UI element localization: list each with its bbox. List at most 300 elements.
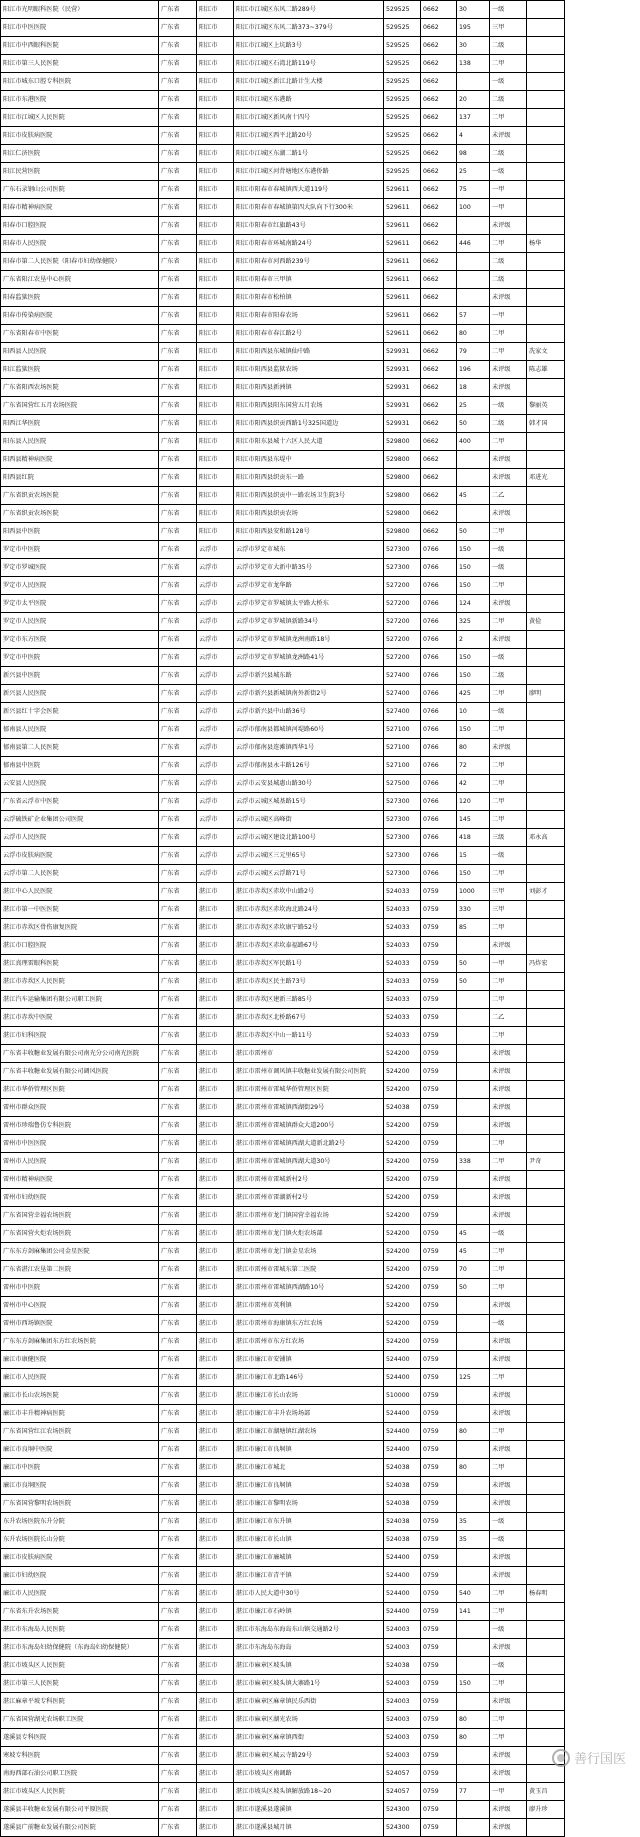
- city-cell: 阳江市: [197, 487, 234, 505]
- address-cell: 阳江市江城区东湖二路1号: [234, 145, 384, 163]
- table-row: [1, 1009, 565, 1027]
- area-code-cell: 0766: [421, 775, 457, 793]
- province-cell: 广东省: [159, 181, 197, 199]
- hospital-name-cell: 东升农场医院东升分院: [1, 1513, 159, 1531]
- address-cell: 湛江市廉江市廉城镇: [234, 1549, 384, 1567]
- province-cell: 广东省: [159, 217, 197, 235]
- beds-cell: 50: [457, 973, 490, 991]
- area-code-cell: 0662: [421, 109, 457, 127]
- beds-cell: 70: [457, 1261, 490, 1279]
- beds-cell: 540: [457, 1585, 490, 1603]
- grade-cell: 二级: [490, 253, 527, 271]
- grade-cell: 二甲: [490, 325, 527, 343]
- beds-cell: 80: [457, 739, 490, 757]
- table-row: [1, 505, 565, 523]
- grade-cell: 三级: [490, 829, 527, 847]
- table-row: [1, 1117, 565, 1135]
- address-cell: 湛江市廉江市黎明农场: [234, 1495, 384, 1513]
- grade-cell: 未评级: [490, 595, 527, 613]
- city-cell: 湛江市: [197, 1657, 234, 1675]
- beds-cell: [457, 1351, 490, 1369]
- hospital-name-cell: 廉江市中医院: [1, 1459, 159, 1477]
- beds-cell: 150: [457, 649, 490, 667]
- table-row: [1, 235, 565, 253]
- hospital-name-cell: 遂溪县广前糖业发展有限公司医院: [1, 1819, 159, 1837]
- area-code-cell: 0766: [421, 595, 457, 613]
- hospital-name-cell: 湛江市妇科医院: [1, 1027, 159, 1045]
- area-code-cell: 0759: [421, 1603, 457, 1621]
- address-cell: 阳江市阳西县安和路128号: [234, 523, 384, 541]
- beds-cell: [457, 1063, 490, 1081]
- area-code-cell: 0662: [421, 1, 457, 19]
- contact-cell: 杨春明: [527, 1585, 565, 1603]
- city-cell: 湛江市: [197, 1351, 234, 1369]
- contact-cell: 黄俭: [527, 613, 565, 631]
- beds-cell: [457, 451, 490, 469]
- hospital-name-cell: 广东省湛江农垦第二医院: [1, 1261, 159, 1279]
- contact-cell: [527, 217, 565, 235]
- table-row: [1, 1333, 565, 1351]
- city-cell: 阳江市: [197, 343, 234, 361]
- postcode-cell: 524033: [384, 919, 421, 937]
- contact-cell: [527, 1711, 565, 1729]
- province-cell: 广东省: [159, 1459, 197, 1477]
- hospital-name-cell: 雷州市精神病医院: [1, 1171, 159, 1189]
- address-cell: 湛江市赤坎区中山一路11号: [234, 1027, 384, 1045]
- area-code-cell: 0766: [421, 721, 457, 739]
- grade-cell: 二甲: [490, 1603, 527, 1621]
- grade-cell: 一级: [490, 73, 527, 91]
- contact-cell: [527, 811, 565, 829]
- province-cell: 广东省: [159, 1819, 197, 1837]
- city-cell: 湛江市: [197, 919, 234, 937]
- contact-cell: [527, 1621, 565, 1639]
- beds-cell: 196: [457, 361, 490, 379]
- contact-cell: [527, 1045, 565, 1063]
- address-cell: 阳江市阳西县阳东国营五月农场: [234, 397, 384, 415]
- postcode-cell: 524200: [384, 1243, 421, 1261]
- area-code-cell: 0662: [421, 73, 457, 91]
- grade-cell: 未评级: [490, 1441, 527, 1459]
- postcode-cell: 529611: [384, 217, 421, 235]
- table-row: [1, 397, 565, 415]
- hospital-name-cell: 罗定市人民医院: [1, 613, 159, 631]
- province-cell: 广东省: [159, 1081, 197, 1099]
- hospital-name-cell: 广东省云浮市中医院: [1, 793, 159, 811]
- table-row: [1, 649, 565, 667]
- city-cell: 湛江市: [197, 1765, 234, 1783]
- beds-cell: 50: [457, 415, 490, 433]
- address-cell: 阳江市阳春市环城南路24号: [234, 235, 384, 253]
- hospital-name-cell: 阳江市东港医院: [1, 91, 159, 109]
- contact-cell: [527, 1405, 565, 1423]
- beds-cell: 150: [457, 667, 490, 685]
- table-row: [1, 1423, 565, 1441]
- contact-cell: [527, 1243, 565, 1261]
- hospital-name-cell: 遂溪县丰收糖业发展有限公司平原医院: [1, 1801, 159, 1819]
- contact-cell: [527, 1297, 565, 1315]
- beds-cell: [457, 991, 490, 1009]
- beds-cell: 18: [457, 379, 490, 397]
- area-code-cell: 0766: [421, 577, 457, 595]
- hospital-name-cell: 云安县人民医院: [1, 775, 159, 793]
- table-row: [1, 199, 565, 217]
- postcode-cell: 529931: [384, 361, 421, 379]
- postcode-cell: 524003: [384, 1621, 421, 1639]
- hospital-name-cell: 新兴县红十字会医院: [1, 703, 159, 721]
- address-cell: 阳江市阳春市松柏镇: [234, 289, 384, 307]
- grade-cell: 一级: [490, 703, 527, 721]
- table-row: [1, 1513, 565, 1531]
- province-cell: 广东省: [159, 199, 197, 217]
- city-cell: 湛江市: [197, 1225, 234, 1243]
- contact-cell: [527, 1081, 565, 1099]
- hospital-name-cell: 南海西部石油公司职工医院: [1, 1765, 159, 1783]
- beds-cell: [457, 1567, 490, 1585]
- area-code-cell: 0759: [421, 1135, 457, 1153]
- postcode-cell: 529611: [384, 199, 421, 217]
- beds-cell: 330: [457, 901, 490, 919]
- area-code-cell: 0662: [421, 433, 457, 451]
- address-cell: 湛江市雷州市雷城华侨管理区医院: [234, 1081, 384, 1099]
- table-row: [1, 1549, 565, 1567]
- hospital-name-cell: 罗定市中医院: [1, 649, 159, 667]
- postcode-cell: 527200: [384, 577, 421, 595]
- grade-cell: 一级: [490, 847, 527, 865]
- province-cell: 广东省: [159, 1099, 197, 1117]
- address-cell: 湛江市麻章区城云寺路29号: [234, 1747, 384, 1765]
- contact-cell: [527, 1027, 565, 1045]
- hospital-name-cell: 云浮市皮肤病医院: [1, 847, 159, 865]
- hospital-name-cell: 雷州市珍瑞鲁仿专科医院: [1, 1117, 159, 1135]
- area-code-cell: 0759: [421, 1333, 457, 1351]
- contact-cell: [527, 757, 565, 775]
- city-cell: 阳江市: [197, 523, 234, 541]
- area-code-cell: 0759: [421, 1171, 457, 1189]
- beds-cell: [457, 1171, 490, 1189]
- address-cell: 阳江市江城区西平北路20号: [234, 127, 384, 145]
- area-code-cell: 0759: [421, 1261, 457, 1279]
- postcode-cell: 524038: [384, 1099, 421, 1117]
- address-cell: 湛江市廉江市青平镇: [234, 1567, 384, 1585]
- beds-cell: 85: [457, 919, 490, 937]
- province-cell: 广东省: [159, 1441, 197, 1459]
- province-cell: 广东省: [159, 721, 197, 739]
- grade-cell: 一级: [490, 397, 527, 415]
- province-cell: 广东省: [159, 1045, 197, 1063]
- province-cell: 广东省: [159, 919, 197, 937]
- province-cell: 广东省: [159, 1009, 197, 1027]
- area-code-cell: 0766: [421, 793, 457, 811]
- postcode-cell: 527200: [384, 613, 421, 631]
- city-cell: 阳江市: [197, 19, 234, 37]
- province-cell: 广东省: [159, 1243, 197, 1261]
- beds-cell: 338: [457, 1153, 490, 1171]
- province-cell: 广东省: [159, 901, 197, 919]
- table-row: [1, 1243, 565, 1261]
- area-code-cell: 0662: [421, 199, 457, 217]
- hospital-name-cell: 新兴县人民医院: [1, 685, 159, 703]
- contact-cell: [527, 739, 565, 757]
- area-code-cell: 0759: [421, 1693, 457, 1711]
- province-cell: 广东省: [159, 793, 197, 811]
- contact-cell: [527, 793, 565, 811]
- contact-cell: [527, 667, 565, 685]
- postcode-cell: 524400: [384, 1351, 421, 1369]
- hospital-name-cell: 阳江市中医医院: [1, 19, 159, 37]
- beds-cell: 10: [457, 703, 490, 721]
- contact-cell: [527, 1207, 565, 1225]
- postcode-cell: 524038: [384, 1657, 421, 1675]
- address-cell: 云浮市罗定市城东: [234, 541, 384, 559]
- table-row: [1, 1693, 565, 1711]
- table-row: [1, 343, 565, 361]
- city-cell: 湛江市: [197, 1063, 234, 1081]
- hospital-name-cell: 湛江市华侨管理区医院: [1, 1081, 159, 1099]
- area-code-cell: 0662: [421, 307, 457, 325]
- grade-cell: 未评级: [490, 1117, 527, 1135]
- hospital-name-cell: 阳西县精神病医院: [1, 451, 159, 469]
- contact-cell: [527, 1603, 565, 1621]
- contact-cell: [527, 865, 565, 883]
- postcode-cell: 524200: [384, 1261, 421, 1279]
- province-cell: 广东省: [159, 1027, 197, 1045]
- contact-cell: [527, 271, 565, 289]
- grade-cell: 未评级: [490, 1801, 527, 1819]
- area-code-cell: 0759: [421, 1027, 457, 1045]
- city-cell: 湛江市: [197, 883, 234, 901]
- beds-cell: [457, 1135, 490, 1153]
- province-cell: 广东省: [159, 1621, 197, 1639]
- beds-cell: 141: [457, 1603, 490, 1621]
- area-code-cell: 0759: [421, 1099, 457, 1117]
- table-row: [1, 127, 565, 145]
- beds-cell: 145: [457, 811, 490, 829]
- province-cell: 广东省: [159, 325, 197, 343]
- table-row: [1, 1765, 565, 1783]
- address-cell: 湛江市雷州市: [234, 1045, 384, 1063]
- contact-cell: [527, 1171, 565, 1189]
- province-cell: 广东省: [159, 829, 197, 847]
- area-code-cell: 0759: [421, 973, 457, 991]
- area-code-cell: 0662: [421, 505, 457, 523]
- address-cell: 湛江市坡头区坡头镇解放路18~20: [234, 1783, 384, 1801]
- postcode-cell: 527100: [384, 721, 421, 739]
- grade-cell: 未评级: [490, 469, 527, 487]
- city-cell: 湛江市: [197, 1153, 234, 1171]
- table-row: [1, 523, 565, 541]
- contact-cell: [527, 1513, 565, 1531]
- hospital-name-cell: 广东省织贡农场医院: [1, 487, 159, 505]
- hospital-name-cell: 阳江仁济医院: [1, 145, 159, 163]
- hospital-name-cell: 湛江市第三人民医院: [1, 1675, 159, 1693]
- postcode-cell: 524400: [384, 1585, 421, 1603]
- grade-cell: 一甲: [490, 199, 527, 217]
- hospital-name-cell: 云浮硫铁矿企业集团公司医院: [1, 811, 159, 829]
- city-cell: 阳江市: [197, 505, 234, 523]
- grade-cell: 未评级: [490, 1333, 527, 1351]
- area-code-cell: 0759: [421, 1405, 457, 1423]
- contact-cell: [527, 631, 565, 649]
- postcode-cell: 529525: [384, 73, 421, 91]
- area-code-cell: 0759: [421, 1747, 457, 1765]
- grade-cell: 未评级: [490, 631, 527, 649]
- postcode-cell: 524300: [384, 1801, 421, 1819]
- hospital-name-cell: 湛江汽车运输集团有限公司职工医院: [1, 991, 159, 1009]
- beds-cell: 79: [457, 343, 490, 361]
- beds-cell: 150: [457, 559, 490, 577]
- grade-cell: 二乙: [490, 1009, 527, 1027]
- province-cell: 广东省: [159, 1747, 197, 1765]
- table-row: [1, 721, 565, 739]
- table-row: [1, 361, 565, 379]
- grade-cell: 未评级: [490, 1495, 527, 1513]
- beds-cell: 45: [457, 487, 490, 505]
- grade-cell: 二甲: [490, 235, 527, 253]
- address-cell: 湛江市雷州市调风镇丰收糖业发展有限公司医院: [234, 1063, 384, 1081]
- province-cell: 广东省: [159, 973, 197, 991]
- address-cell: 湛江市廉江市良垌镇: [234, 1441, 384, 1459]
- beds-cell: 25: [457, 163, 490, 181]
- province-cell: 广东省: [159, 127, 197, 145]
- table-row: [1, 271, 565, 289]
- hospital-name-cell: 广东省丰收糖业发展有限公司南光分公司南光医院: [1, 1045, 159, 1063]
- province-cell: 广东省: [159, 487, 197, 505]
- grade-cell: 一级: [490, 559, 527, 577]
- table-row: [1, 1279, 565, 1297]
- beds-cell: 42: [457, 775, 490, 793]
- city-cell: 云浮市: [197, 685, 234, 703]
- hospital-name-cell: 广东省国营幸福农场医院: [1, 1207, 159, 1225]
- city-cell: 阳江市: [197, 289, 234, 307]
- postcode-cell: 524033: [384, 901, 421, 919]
- beds-cell: [457, 289, 490, 307]
- postcode-cell: 527200: [384, 631, 421, 649]
- city-cell: 云浮市: [197, 703, 234, 721]
- address-cell: 云浮市云城区建设北路100号: [234, 829, 384, 847]
- grade-cell: 一甲: [490, 181, 527, 199]
- area-code-cell: 0759: [421, 1351, 457, 1369]
- area-code-cell: 0759: [421, 1117, 457, 1135]
- address-cell: 湛江市雷州市东方红农场: [234, 1333, 384, 1351]
- contact-cell: [527, 1063, 565, 1081]
- province-cell: 广东省: [159, 955, 197, 973]
- table-row: [1, 667, 565, 685]
- hospital-name-cell: 阳春市人民医院: [1, 235, 159, 253]
- contact-cell: [527, 109, 565, 127]
- hospital-name-cell: 广东省阳春市中医院: [1, 325, 159, 343]
- address-cell: 湛江市廉江市石岭镇: [234, 1603, 384, 1621]
- table-row: [1, 1351, 565, 1369]
- beds-cell: 125: [457, 1369, 490, 1387]
- grade-cell: 未评级: [490, 1045, 527, 1063]
- contact-cell: [527, 19, 565, 37]
- hospital-name-cell: 郁南县中医院: [1, 757, 159, 775]
- area-code-cell: 0759: [421, 1189, 457, 1207]
- beds-cell: [457, 937, 490, 955]
- area-code-cell: 0759: [421, 1621, 457, 1639]
- address-cell: 阳江市江城区新风南十四号: [234, 109, 384, 127]
- grade-cell: 二甲: [490, 811, 527, 829]
- city-cell: 湛江市: [197, 1495, 234, 1513]
- area-code-cell: 0662: [421, 523, 457, 541]
- postcode-cell: 524033: [384, 973, 421, 991]
- hospital-name-cell: 湛江市赤坎中医院: [1, 1009, 159, 1027]
- address-cell: 湛江市廉江市城北: [234, 1459, 384, 1477]
- grade-cell: 一级: [490, 1657, 527, 1675]
- grade-cell: 二甲: [490, 685, 527, 703]
- city-cell: 湛江市: [197, 1279, 234, 1297]
- grade-cell: 一级: [490, 1315, 527, 1333]
- grade-cell: 一级: [490, 1, 527, 19]
- postcode-cell: 529931: [384, 343, 421, 361]
- table-row: [1, 1045, 565, 1063]
- contact-cell: [527, 91, 565, 109]
- address-cell: 湛江市麻章区坡头镇: [234, 1657, 384, 1675]
- contact-cell: [527, 127, 565, 145]
- hospital-name-cell: 廉江市妇幼医院: [1, 1567, 159, 1585]
- beds-cell: [457, 1819, 490, 1837]
- grade-cell: 一级: [490, 163, 527, 181]
- contact-cell: [527, 1729, 565, 1747]
- area-code-cell: 0662: [421, 37, 457, 55]
- address-cell: 阳江市阳西县织贡西路1号325国道边: [234, 415, 384, 433]
- postcode-cell: 524400: [384, 1423, 421, 1441]
- beds-cell: 25: [457, 397, 490, 415]
- grade-cell: 二级: [490, 271, 527, 289]
- contact-cell: [527, 1351, 565, 1369]
- grade-cell: 未评级: [490, 1099, 527, 1117]
- area-code-cell: 0759: [421, 1531, 457, 1549]
- hospital-name-cell: 阳春监狱医院: [1, 289, 159, 307]
- beds-cell: [457, 1747, 490, 1765]
- hospital-name-cell: 云浮市第二人民医院: [1, 865, 159, 883]
- grade-cell: 二甲: [490, 1027, 527, 1045]
- grade-cell: 二级: [490, 91, 527, 109]
- beds-cell: [457, 1495, 490, 1513]
- city-cell: 云浮市: [197, 847, 234, 865]
- contact-cell: [527, 145, 565, 163]
- postcode-cell: 529931: [384, 397, 421, 415]
- postcode-cell: 524003: [384, 1693, 421, 1711]
- hospital-name-cell: 廉江市人民医院: [1, 1585, 159, 1603]
- address-cell: 湛江市雷州市英利镇: [234, 1297, 384, 1315]
- beds-cell: [457, 1027, 490, 1045]
- beds-cell: 150: [457, 721, 490, 739]
- table-row: [1, 1639, 565, 1657]
- address-cell: 阳江市江城区上坑路3号: [234, 37, 384, 55]
- contact-cell: [527, 199, 565, 217]
- city-cell: 湛江市: [197, 1531, 234, 1549]
- postcode-cell: 529525: [384, 37, 421, 55]
- beds-cell: 45: [457, 1243, 490, 1261]
- contact-cell: [527, 1099, 565, 1117]
- hospital-name-cell: 雷州市中心医院: [1, 1297, 159, 1315]
- grade-cell: 未评级: [490, 937, 527, 955]
- grade-cell: 二甲: [490, 613, 527, 631]
- hospital-name-cell: 阳江民营医院: [1, 163, 159, 181]
- hospital-name-cell: 廉江市良垌中医院: [1, 1441, 159, 1459]
- province-cell: 广东省: [159, 775, 197, 793]
- address-cell: 湛江市雷州市雷城新村2号: [234, 1171, 384, 1189]
- province-cell: 广东省: [159, 1693, 197, 1711]
- province-cell: 广东省: [159, 1387, 197, 1405]
- province-cell: 广东省: [159, 739, 197, 757]
- hospital-name-cell: 遂溪县专科医院: [1, 1729, 159, 1747]
- hospital-name-cell: 廉江市人民医院: [1, 1369, 159, 1387]
- province-cell: 广东省: [159, 1549, 197, 1567]
- table-row: [1, 325, 565, 343]
